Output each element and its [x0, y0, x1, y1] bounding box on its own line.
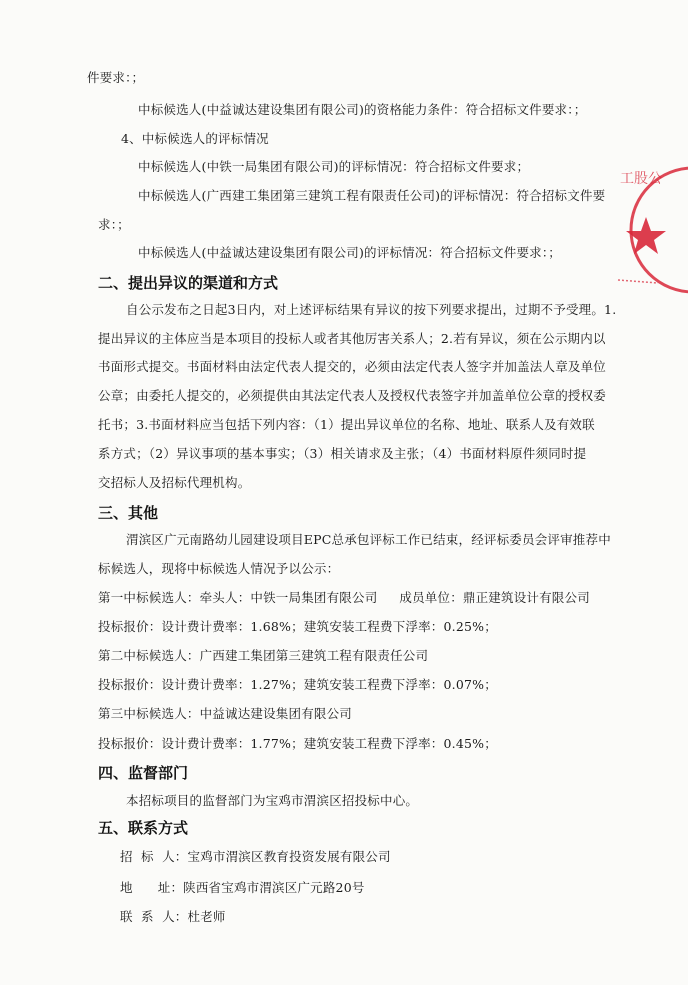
text-line: 提出异议的主体应当是本项目的投标人或者其他厉害关系人；2.若有异议，须在公示期内以	[98, 331, 606, 346]
bid-price-line: 投标报价：设计费计费率：1.68%；建筑安装工程费下浮率：0.25%；	[98, 619, 497, 634]
text-line: 中标候选人(中益诚达建设集团有限公司)的评标情况：符合招标文件要求：；	[138, 245, 562, 260]
text-line: 4、中标候选人的评标情况	[121, 131, 269, 146]
section-heading: 二、提出异议的渠道和方式	[98, 274, 279, 292]
text-line: 托书；3.书面材料应当包括下列内容：（1）提出异议单位的名称、地址、联系人及有效联	[98, 417, 595, 432]
candidate-line	[98, 590, 590, 606]
text-line: 交招标人及招标代理机构。	[98, 475, 251, 490]
text-line: 渭滨区广元南路幼儿园建设项目EPC总承包评标工作已结束，经评标委员会评审推荐中	[126, 532, 611, 547]
candidate-1-member: 成员单位：鼎正建筑设计有限公司	[399, 590, 590, 605]
text-line: 中标候选人(中铁一局集团有限公司)的评标情况：符合招标文件要求；	[138, 159, 530, 174]
text-line: 书面形式提交。书面材料由法定代表人提交的，必须由法定代表人签字并加盖法人章及单位	[98, 359, 607, 374]
seal-code-line	[618, 280, 658, 283]
seal-text: 工股公	[620, 171, 662, 187]
text-line: 中标候选人(广西建工集团第三建筑工程有限责任公司)的评标情况：符合招标文件要	[138, 188, 606, 203]
text-line: 求：；	[98, 217, 130, 232]
text-line: 件要求：；	[87, 70, 145, 85]
text-line: 自公示发布之日起3日内，对上述评标结果有异议的按下列要求提出，过期不予受理。1.	[126, 302, 617, 317]
candidate-line: 第二中标候选人：广西建工集团第三建筑工程有限责任公司	[98, 648, 429, 663]
text-line: 系方式；（2）异议事项的基本事实；（3）相关请求及主张；（4）书面材料原件须同时提	[98, 446, 587, 461]
text-line: 中标候选人(中益诚达建设集团有限公司)的资格能力条件：符合招标文件要求：；	[138, 102, 587, 117]
contact-person: 联 系 人：杜老师	[120, 909, 226, 924]
bid-price-line: 投标报价：设计费计费率：1.27%；建筑安装工程费下浮率：0.07%；	[98, 677, 497, 692]
text-line: 本招标项目的监督部门为宝鸡市渭滨区招投标中心。	[126, 793, 419, 808]
section-heading: 五、联系方式	[98, 819, 189, 837]
section-heading: 三、其他	[98, 504, 159, 522]
seal-stamp	[598, 155, 688, 305]
contact-tenderer: 招 标 人：宝鸡市渭滨区教育投资发展有限公司	[120, 849, 391, 864]
section-heading: 四、监督部门	[98, 764, 189, 782]
contact-address: 地 址：陕西省宝鸡市渭滨区广元路20号	[120, 880, 365, 895]
candidate-line: 第三中标候选人：中益诚达建设集团有限公司	[98, 706, 353, 721]
text-line: 公章；由委托人提交的，必须提供由其法定代表人及授权代表签字并加盖单位公章的授权委	[98, 388, 607, 403]
candidate-1-lead: 第一中标候选人：牵头人：中铁一局集团有限公司	[98, 590, 378, 605]
bid-price-line: 投标报价：设计费计费率：1.77%；建筑安装工程费下浮率：0.45%；	[98, 736, 497, 751]
text-line: 标候选人，现将中标候选人情况予以公示：	[98, 561, 340, 576]
